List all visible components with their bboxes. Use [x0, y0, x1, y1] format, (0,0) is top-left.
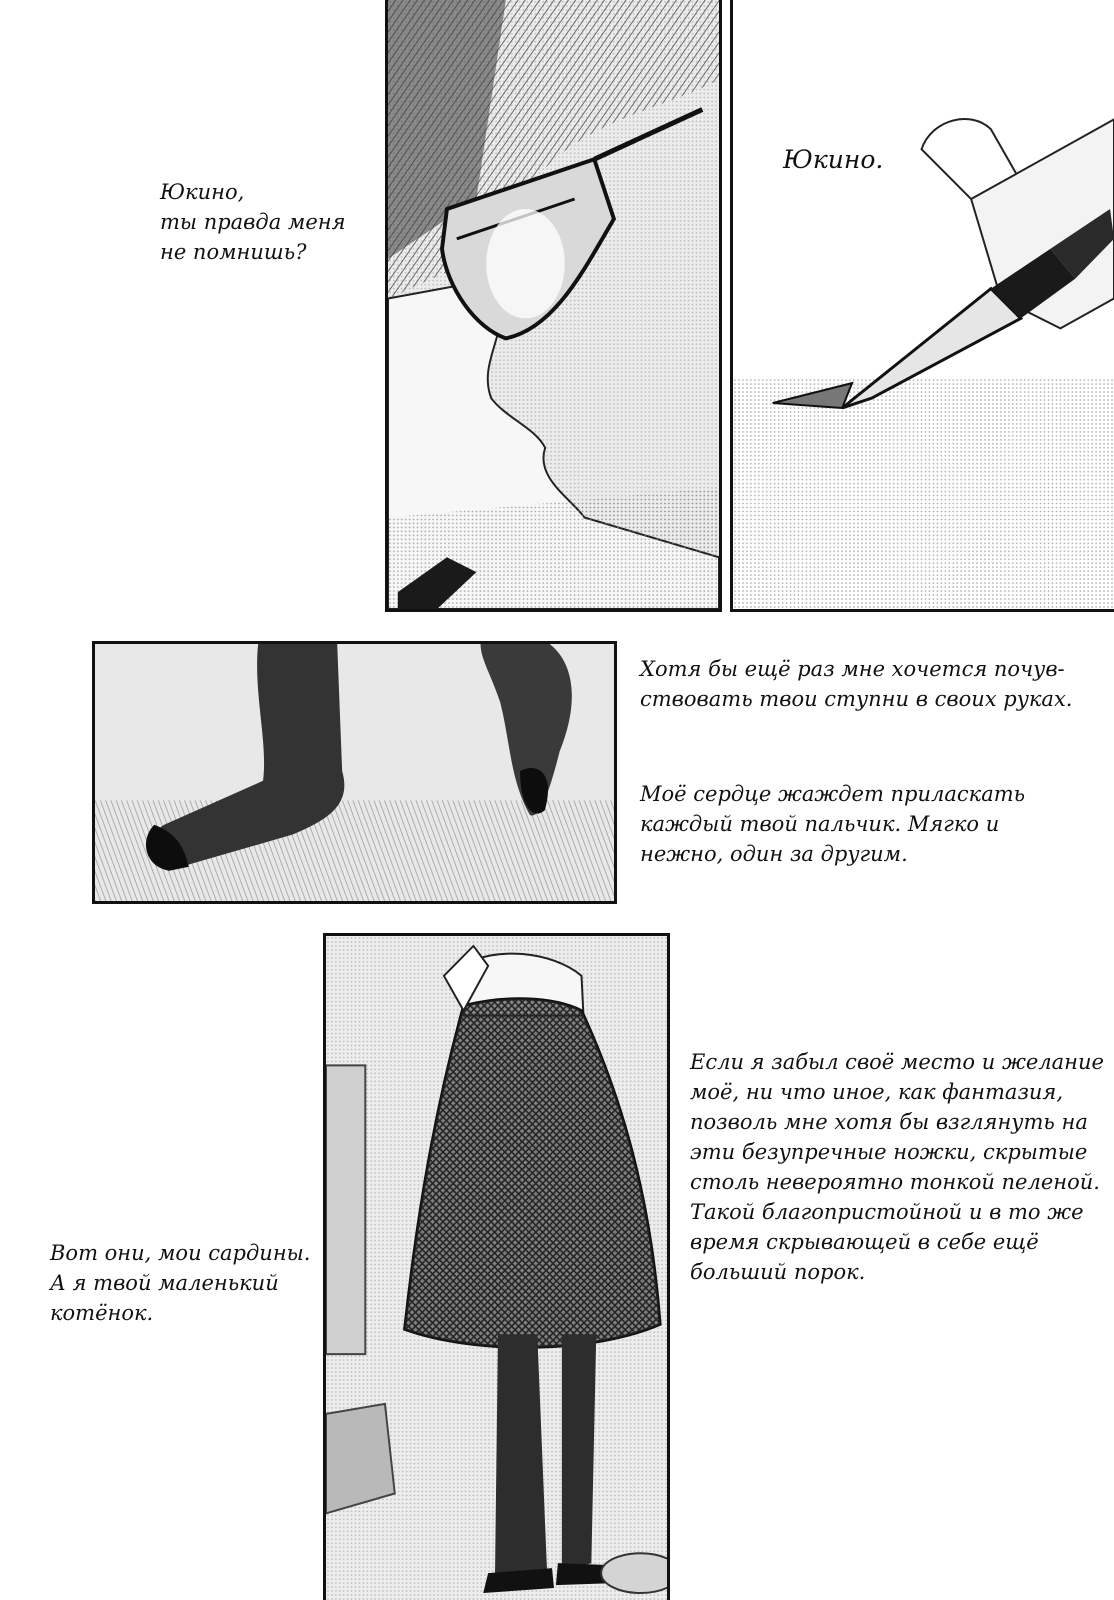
- panel-pen-hand: [730, 0, 1114, 612]
- caption-line: не помнишь?: [160, 240, 307, 264]
- feet-illustration: [95, 644, 614, 901]
- caption-line: котёнок.: [50, 1301, 154, 1325]
- panel-skirt-figure: [323, 933, 670, 1600]
- panel-face-glasses: [385, 0, 722, 612]
- caption-line: позволь мне хотя бы взглянуть на: [690, 1110, 1088, 1134]
- caption-line: А я твой маленький: [50, 1271, 279, 1295]
- caption-middle-2: [640, 779, 1025, 869]
- caption-top-right: [783, 145, 883, 175]
- caption-bottom-right: [690, 1047, 1104, 1287]
- caption-middle-1: [640, 654, 1072, 714]
- face-glasses-illustration: [388, 0, 719, 609]
- caption-line: больший порок.: [690, 1260, 866, 1284]
- caption-line: Моё сердце жаждет приласкать: [640, 782, 1026, 806]
- caption-top-left: [160, 177, 345, 267]
- caption-line: Юкино,: [160, 180, 245, 204]
- panel-feet: [92, 641, 617, 904]
- pen-hand-illustration: [733, 0, 1114, 609]
- caption-bottom-left: [50, 1238, 310, 1328]
- caption-line: Такой благопристойной и в то же: [690, 1200, 1084, 1224]
- caption-line: Если я забыл своё место и желание: [690, 1050, 1104, 1074]
- caption-line: нежно, один за другим.: [640, 842, 908, 866]
- caption-line: столь невероятно тонкой пеленой.: [690, 1170, 1100, 1194]
- caption-line: ствовать твои ступни в своих руках.: [640, 687, 1073, 711]
- caption-line: ты правда меня: [160, 210, 346, 234]
- caption-line: каждый твой пальчик. Мягко и: [640, 812, 1000, 836]
- caption-line: моё, ни что иное, как фантазия,: [690, 1080, 1063, 1104]
- caption-line: Юкино.: [783, 145, 884, 174]
- skirt-figure-illustration: [326, 936, 667, 1600]
- caption-line: время скрывающей в себе ещё: [690, 1230, 1039, 1254]
- caption-line: Хотя бы ещё раз мне хочется почув-: [640, 657, 1065, 681]
- caption-line: Вот они, мои сардины.: [50, 1241, 311, 1265]
- caption-line: эти безупречные ножки, скрытые: [690, 1140, 1088, 1164]
